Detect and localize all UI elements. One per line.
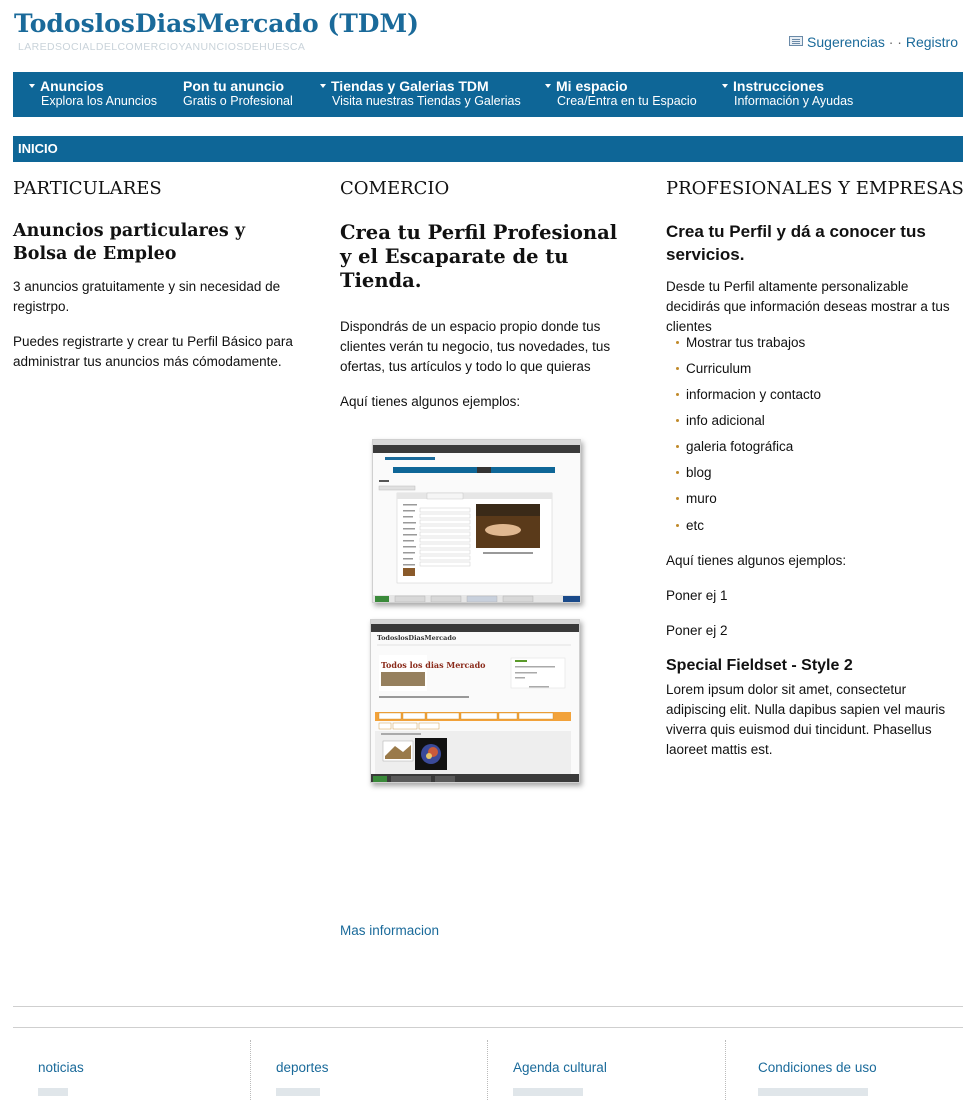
particulares-text-1: 3 anuncios gratuitamente y sin necesidad de registrpo. xyxy=(13,279,281,314)
toplinks-separator: · · xyxy=(888,34,902,50)
footer-column-4 xyxy=(725,1040,962,1100)
example-screenshot-1[interactable] xyxy=(372,439,581,603)
profesionales-section-title: PROFESIONALES Y EMPRESAS xyxy=(666,178,964,199)
footer-column-cutoff xyxy=(38,1088,68,1096)
suggestions-icon xyxy=(789,36,803,46)
profesionales-text-1: Desde tu Perfil altamente personalizable decidirás que información deseas mostrar a tus clientes xyxy=(666,279,950,334)
footer-link-deportes[interactable]: deportes xyxy=(276,1060,329,1075)
top-links xyxy=(789,34,958,50)
dropdown-arrow-icon xyxy=(722,84,728,88)
list-item: blog xyxy=(686,465,712,480)
example-screenshot-2-image xyxy=(371,620,580,783)
example-screenshot-2-title: TodoslosDiasMercado xyxy=(377,634,457,642)
footer-column-3 xyxy=(487,1040,724,1100)
list-item: Curriculum xyxy=(686,361,752,376)
nav-item-mi-espacio[interactable] xyxy=(545,79,697,109)
nav-item-subtitle: Información y Ayudas xyxy=(734,94,854,108)
comercio-heading: Crea tu Perfil Profesional y el Escaparate de tu Tienda. xyxy=(340,221,618,292)
list-item: informacion y contacto xyxy=(686,387,822,402)
nav-item-title: Instrucciones xyxy=(733,78,825,94)
footer-link-agenda-cultural[interactable]: Agenda cultural xyxy=(513,1060,607,1075)
nav-item-subtitle: Explora los Anuncios xyxy=(41,94,158,108)
site-tagline: LAREDSOCIALDELCOMERCIOYANUNCIOSDEHUESCA xyxy=(18,41,306,53)
list-item: muro xyxy=(686,491,717,506)
register-link[interactable]: Registro xyxy=(905,34,958,50)
example-screenshot-2-logo: Todos los dias Mercado xyxy=(381,660,486,670)
example-screenshot-2[interactable] xyxy=(370,619,580,783)
nav-item-pon-tu-anuncio[interactable] xyxy=(183,79,293,109)
particulares-section-title: PARTICULARES xyxy=(13,178,162,199)
footer-column-cutoff xyxy=(276,1088,320,1096)
list-item: info adicional xyxy=(686,413,765,428)
comercio-text-2: Aquí tienes algunos ejemplos: xyxy=(340,394,521,409)
nav-item-tiendas[interactable] xyxy=(320,79,521,109)
nav-item-subtitle: Visita nuestras Tiendas y Galerias xyxy=(332,94,521,108)
fieldset-text: Lorem ipsum dolor sit amet, consectetur adipiscing elit. Nulla dapibus sapien vel mauris viverra quis euismod dui tincidunt. Phasellus laoreet mattis est. xyxy=(666,682,946,757)
dropdown-arrow-icon xyxy=(545,84,551,88)
example-2-text: Poner ej 2 xyxy=(666,623,728,638)
list-item: Mostrar tus trabajos xyxy=(686,335,806,350)
footer-column-2 xyxy=(250,1040,487,1100)
profesionales-text-2: Aquí tienes algunos ejemplos: xyxy=(666,553,847,568)
nav-item-title: Mi espacio xyxy=(556,78,628,94)
nav-item-title: Tiendas y Galerias TDM xyxy=(331,78,489,94)
suggestions-link[interactable]: Sugerencias xyxy=(807,34,885,50)
site-logo[interactable]: TodoslosDiasMercado (TDM) xyxy=(14,9,419,38)
main-navigation xyxy=(13,72,963,117)
footer-link-condiciones[interactable]: Condiciones de uso xyxy=(758,1060,877,1075)
profesionales-heading: Crea tu Perfil y dá a conocer tus servicios. xyxy=(666,222,926,264)
comercio-text-1: Dispondrás de un espacio propio donde tus clientes verán tu negocio, tus novedades, tus ofertas, tus artículos y todo lo que quieras xyxy=(340,319,611,374)
nav-item-subtitle: Crea/Entra en tu Espacio xyxy=(557,94,697,108)
mas-informacion-link[interactable]: Mas informacion xyxy=(340,923,440,938)
site-header xyxy=(0,0,973,72)
comercio-section-title: COMERCIO xyxy=(340,178,450,199)
footer-link-noticias[interactable]: noticias xyxy=(38,1060,84,1075)
breadcrumb: INICIO xyxy=(13,136,963,162)
footer-column-cutoff xyxy=(513,1088,583,1096)
list-item: galeria fotográfica xyxy=(686,439,794,454)
nav-item-subtitle: Gratis o Profesional xyxy=(183,94,293,108)
example-screenshot-1-image xyxy=(373,440,581,603)
particulares-text-2: Puedes registrarte y crear tu Perfil Básico para administrar tus anuncios más cómodamente. xyxy=(13,334,293,369)
dropdown-arrow-icon xyxy=(29,84,35,88)
example-1-text: Poner ej 1 xyxy=(666,588,728,603)
nav-item-instrucciones[interactable] xyxy=(722,79,853,109)
nav-item-anuncios[interactable] xyxy=(29,79,157,109)
nav-item-title: Pon tu anuncio xyxy=(183,78,285,94)
list-item: etc xyxy=(686,518,705,533)
particulares-heading: Anuncios particulares y Bolsa de Empleo xyxy=(13,221,246,264)
footer-column-1 xyxy=(13,1040,250,1100)
footer-column-cutoff xyxy=(758,1088,868,1096)
dropdown-arrow-icon xyxy=(320,84,326,88)
footer-divider-bottom xyxy=(13,1027,963,1028)
fieldset-title: Special Fieldset - Style 2 xyxy=(666,657,853,674)
footer-divider-top xyxy=(13,1006,963,1007)
nav-item-title: Anuncios xyxy=(40,78,104,94)
